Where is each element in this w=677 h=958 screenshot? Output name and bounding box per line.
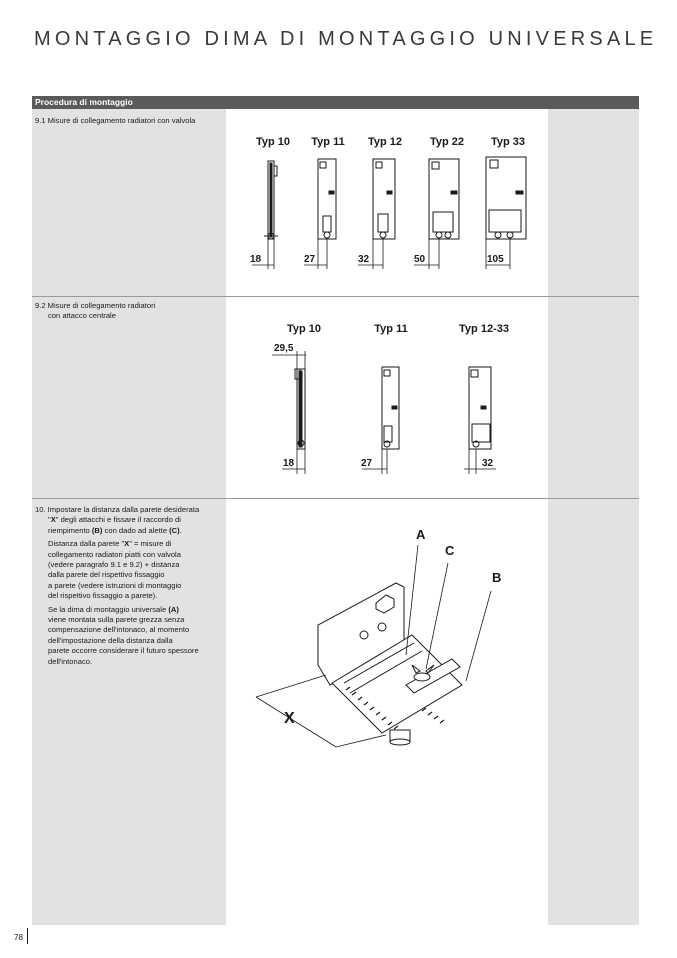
dimension-value: 32 — [482, 458, 494, 469]
section-9-2-line: 9.2 Misure di collegamento radiatori — [35, 301, 156, 310]
dimension-value: 18 — [283, 458, 295, 469]
typ-label: Typ 22 — [429, 136, 465, 148]
text-line: parete occorre considerare il futuro spessore — [48, 646, 199, 656]
dimension-lines — [252, 239, 510, 269]
text: " = misure di — [129, 539, 172, 549]
text-line: (vedere paragrafo 9.1 e 9.2) + distanza — [48, 560, 180, 570]
section-9-1-diagram — [226, 126, 548, 276]
section-divider — [32, 296, 639, 297]
radiator-typ-11-drawing — [318, 159, 336, 239]
text: (A) — [168, 604, 179, 614]
typ-label: Typ 10 — [255, 136, 291, 148]
text: (C) — [169, 525, 180, 535]
bottom-pipe-end — [390, 739, 410, 745]
typ-label: Typ 11 — [374, 323, 408, 335]
text: X — [50, 515, 56, 525]
text: " — [48, 515, 51, 525]
dimension-value: 32 — [358, 254, 370, 265]
text-line: a parete (vedere istruzioni di montaggio — [48, 580, 182, 590]
label-b: B — [492, 570, 502, 585]
radiator-typ-22-drawing — [429, 159, 459, 239]
section-9-1-label — [35, 116, 195, 126]
right-gray-column — [548, 109, 639, 925]
label-c: C — [445, 543, 455, 558]
text-line: compensazione dell'intonaco, al momento — [48, 625, 190, 635]
dimension-value: 27 — [361, 458, 373, 469]
text-line: dell'impostazione della distanza dalla — [48, 635, 173, 645]
paragraph-2 — [35, 539, 225, 601]
typ-label: Typ 33 — [490, 136, 526, 148]
typ-label: Typ 12-33 — [459, 323, 509, 335]
text-line: collegamento radiatori piatti con valvola — [48, 549, 181, 559]
radiator-typ-10-drawing — [264, 161, 278, 239]
section-9-2-diagram — [226, 314, 548, 484]
radiator-typ-10-center-drawing — [295, 369, 305, 449]
text-line: del rispettivo fissaggio a parete). — [48, 591, 158, 601]
dimension-value: 50 — [414, 254, 426, 265]
paragraph-3 — [35, 605, 225, 667]
text: X — [124, 539, 130, 549]
text: . — [179, 525, 182, 535]
dimension-value: 29,5 — [274, 343, 294, 354]
text: Distanza dalla parete " — [48, 539, 125, 549]
plate-hole — [378, 623, 386, 631]
page-title: MONTAGGIO DIMA DI MONTAGGIO UNIVERSALE — [34, 28, 658, 50]
section-header-bar — [32, 96, 639, 109]
text-line: dalla parete del rispettivo fissaggio — [48, 570, 165, 580]
radiator-typ-12-33-center-drawing — [469, 367, 491, 449]
radiator-typ-12-drawing — [373, 159, 395, 239]
mounting-template-diagram — [226, 515, 548, 765]
text: " degli attacchi e fissare il raccordo di — [55, 515, 181, 525]
typ-label: Typ 11 — [311, 136, 345, 148]
text-line: dell'intonaco. — [48, 656, 93, 666]
label-x: X — [284, 710, 295, 727]
section-9-1-text: 9.1 Misure di collegamento radiatori con valvola — [35, 116, 196, 125]
dimension-value: 18 — [250, 254, 262, 265]
radiator-typ-11-center-drawing — [382, 367, 399, 449]
page-number: 78 — [14, 933, 23, 942]
paragraph-1 — [35, 505, 225, 536]
section-9-2-line: con attacco centrale — [48, 311, 116, 321]
text: (B) — [91, 525, 103, 535]
typ-label: Typ 12 — [367, 136, 403, 148]
dimension-value: 27 — [304, 254, 316, 265]
text: riempimento — [48, 525, 92, 535]
section-divider — [32, 498, 639, 499]
section-9-2-label — [35, 301, 155, 322]
dimension-value: 105 — [487, 254, 504, 265]
section-10-text — [35, 505, 225, 670]
text-line: viene montata sulla parete grezza senza — [48, 615, 185, 625]
text: Se la dima di montaggio universale — [48, 604, 169, 614]
text-line: 10. Impostare la distanza dalla parete desiderata — [35, 505, 200, 514]
text: con dado ad alette — [102, 525, 170, 535]
plate-hole — [360, 631, 368, 639]
page-number-divider — [27, 928, 28, 944]
section-header-label: Procedura di montaggio — [35, 97, 133, 107]
label-a: A — [416, 527, 426, 542]
radiator-typ-33-drawing — [486, 157, 526, 239]
typ-label: Typ 10 — [286, 323, 322, 335]
